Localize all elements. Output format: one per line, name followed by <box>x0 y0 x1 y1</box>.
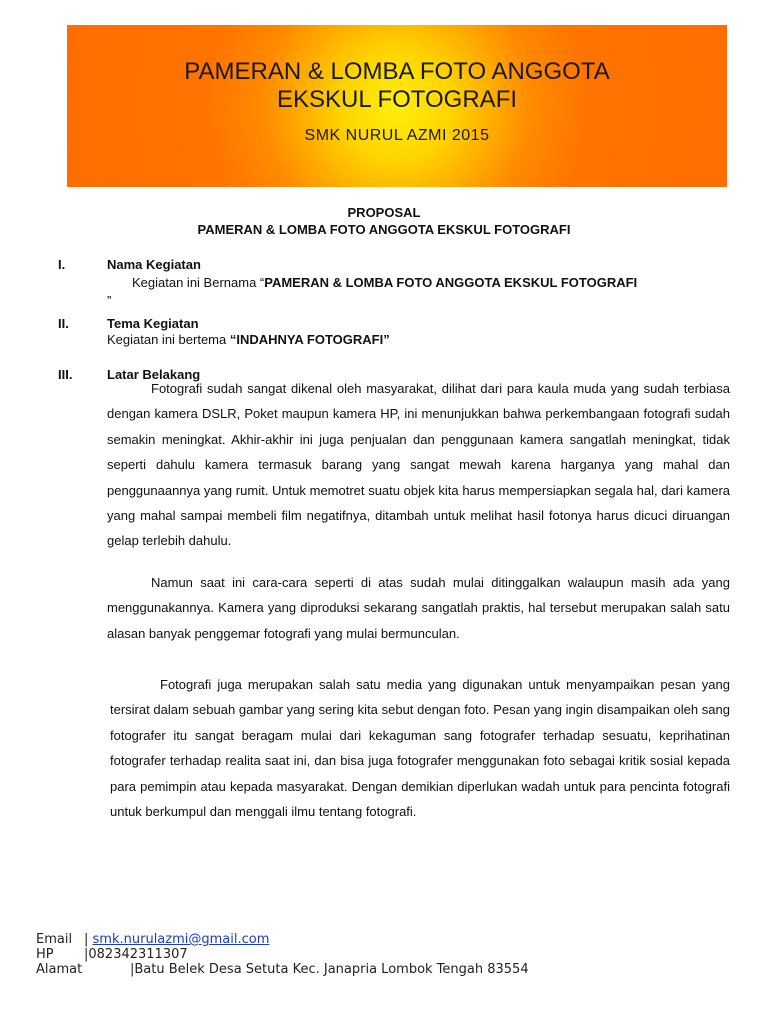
footer-address-row <box>36 962 529 977</box>
background-paragraph-1 <box>107 376 730 554</box>
section-1-text <box>132 275 637 290</box>
banner-title-line2: EKSKUL FOTOGRAFI <box>276 86 518 113</box>
section-1-number: I. <box>58 257 66 272</box>
footer-email-link[interactable]: smk.nurulazmi@gmail.com <box>92 932 270 947</box>
footer-address-value: |Batu Belek Desa Setuta Kec. Janapria Lombok Tengah 83554 <box>130 962 529 977</box>
footer-email-separator: | <box>84 932 89 947</box>
footer-email-label: Email <box>36 932 73 947</box>
background-paragraph-3 <box>110 672 730 824</box>
proposal-title: PAMERAN & LOMBA FOTO ANGGOTA EKSKUL FOTOGRAFI <box>197 222 571 237</box>
background-paragraph-3-text: Fotografi juga merupakan salah satu media yang digunakan untuk menyampaikan pesan yang tersirat dalam sebuah gambar yang sering kita sebut dengan foto. Pesan yang ingin disampaikan oleh sang fotografer itu sangat beragam mulai dari kekaguman sang fotografer terhadap sesuatu, keprihatinan fotografer terhadap realita saat ini, dan bisa juga fotografer menggunakan foto sebagai kritik sosial kepada para pemimpin atau kepada masyarakat. Dengan demikian diperlukan wadah untuk para pencinta fotografi untuk berkumpul dan menggali ilmu tentang fotografi. <box>110 677 730 820</box>
background-paragraph-2-text: Namun saat ini cara-cara seperti di atas sudah mulai ditinggalkan walaupun masih ada yang menggunakannya. Kamera yang diproduksi sekarang sangatlah praktis, hal tersebut merupakan salah satu alasan banyak penggemar fotografi yang mulai bermunculan. <box>107 575 730 641</box>
footer-address-label: Alamat <box>36 962 83 977</box>
section-2-number: II. <box>58 316 69 331</box>
section-1-title: Nama Kegiatan <box>107 257 201 272</box>
section-3-title: Latar Belakang <box>107 367 201 382</box>
footer-hp-label: HP <box>36 947 54 962</box>
section-1-activity-name: PAMERAN & LOMBA FOTO ANGGOTA EKSKUL FOTOGRAFI <box>264 275 638 290</box>
section-2-text <box>107 332 390 347</box>
footer-email-row <box>36 932 529 947</box>
section-1-text-prefix: Kegiatan ini Bernama “ <box>132 275 265 290</box>
proposal-label: PROPOSAL <box>347 205 421 220</box>
header-banner <box>67 25 727 187</box>
footer-hp-row <box>36 947 529 962</box>
section-1-quote-close: ” <box>107 293 112 308</box>
section-2-title: Tema Kegiatan <box>107 316 199 331</box>
footer-hp-value: |082342311307 <box>84 947 188 962</box>
section-2-text-prefix: Kegiatan ini bertema <box>107 332 230 347</box>
section-2-theme: “INDAHNYA FOTOGRAFI” <box>229 332 390 347</box>
section-3-number: III. <box>58 367 73 382</box>
background-paragraph-2 <box>107 570 730 646</box>
banner-title-line1: PAMERAN & LOMBA FOTO ANGGOTA <box>184 58 610 85</box>
contact-footer <box>36 932 529 977</box>
background-paragraph-1-text: Fotografi sudah sangat dikenal oleh masyarakat, dilihat dari para kaula muda yang sudah terbiasa dengan kamera DSLR, Poket maupun kamera HP, ini menunjukkan bahwa perkembangaan fotografi sudah semakin meningkat. Akhir-akhir ini juga penjualan dan penggunaan kamera sangatlah meningkat, tidak seperti dahulu kamera termasuk barang yang sangat mewah karena harganya yang mahal dan penggunaannya yang rumit. Untuk memotret suatu objek kita harus mempersiapkan segala hal, dari kamera yang mahal sampai membeli film negatifnya, ditambah untuk melihat hasil fotonya harus dicuci diruangan gelap terlebih dahulu. <box>107 381 730 549</box>
banner-subtitle: SMK NURUL AZMI 2015 <box>304 127 490 144</box>
